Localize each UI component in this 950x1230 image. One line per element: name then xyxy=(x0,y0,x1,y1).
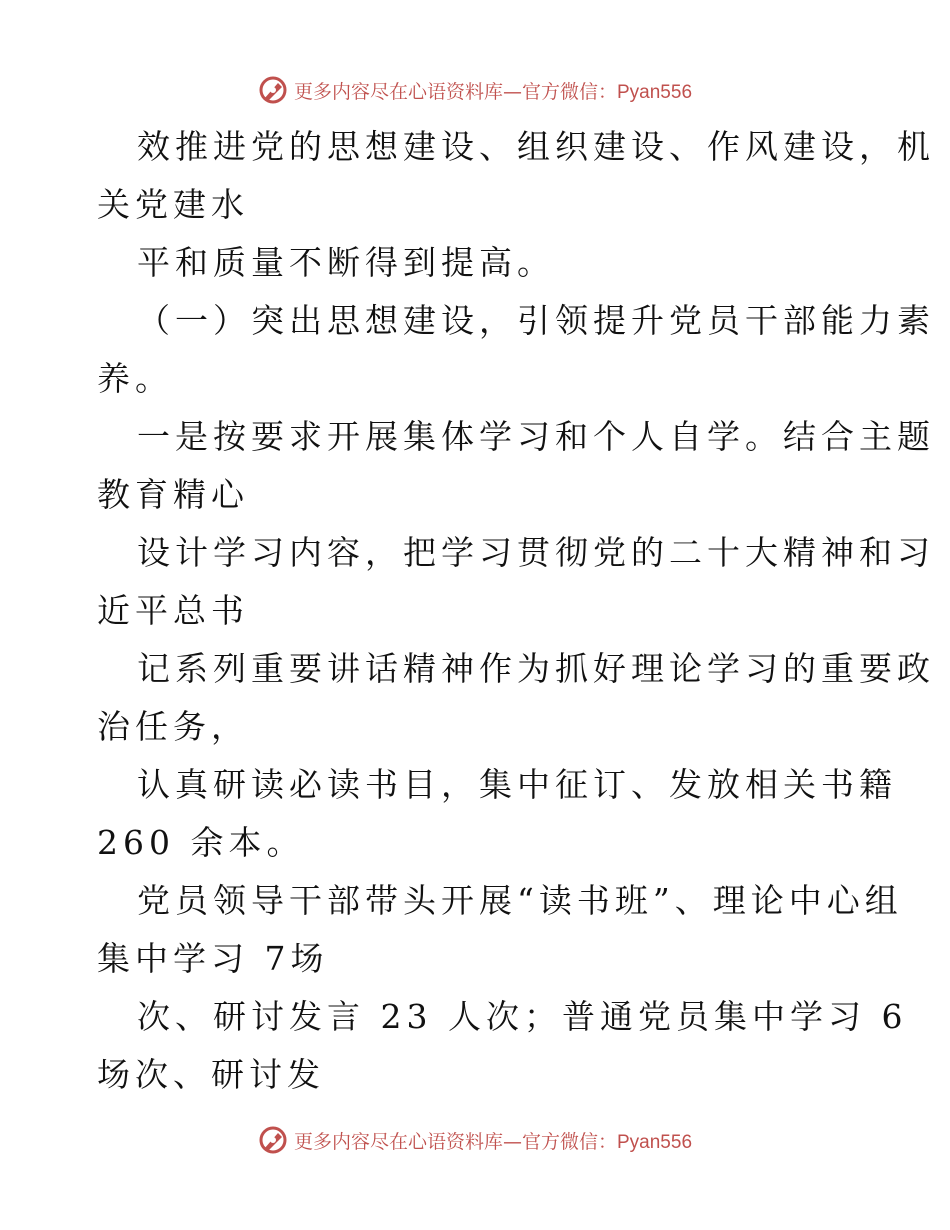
paragraph-line: 一是按要求开展集体学习和个人自学。结合主题 xyxy=(137,417,935,456)
paragraph-line: 效推进党的思想建设、组织建设、作风建设，机 xyxy=(137,127,935,166)
pen-circle-logo-icon xyxy=(258,1125,288,1155)
banner-wechat-id: Pyan556 xyxy=(617,81,693,103)
paragraph-line: 治任务， xyxy=(97,707,249,746)
banner-text xyxy=(294,1127,692,1154)
paragraph-line: 近平总书 xyxy=(97,591,249,630)
banner-title: 更多内容尽在心语资料库 xyxy=(293,1130,503,1153)
banner-separator: — xyxy=(502,80,522,103)
document-body xyxy=(97,118,935,1104)
banner-title: 更多内容尽在心语资料库 xyxy=(293,80,503,103)
footer-banner xyxy=(0,1120,950,1160)
paragraph-line: 党员领导干部带头开展“读书班”、理论中心组 xyxy=(137,881,903,920)
section-heading: （一）突出思想建设，引领提升党员干部能力素 xyxy=(137,301,935,340)
paragraph-line: 260 余本。 xyxy=(97,823,305,862)
paragraph-line: 关党建水 xyxy=(97,185,249,224)
header-banner xyxy=(0,70,950,110)
banner-wechat-label: 官方微信： xyxy=(521,80,617,103)
paragraph-line: 平和质量不断得到提高。 xyxy=(137,243,555,282)
section-heading: 养。 xyxy=(97,359,173,398)
paragraph-line: 认真研读必读书目，集中征订、发放相关书籍 xyxy=(137,765,897,804)
paragraph-line: 教育精心 xyxy=(97,475,249,514)
banner-wechat-id: Pyan556 xyxy=(617,1131,693,1153)
pen-circle-logo-icon xyxy=(258,75,288,105)
paragraph-line: 场次、研讨发 xyxy=(97,1055,325,1094)
banner-wechat-label: 官方微信： xyxy=(521,1130,617,1153)
banner-separator: — xyxy=(502,1130,522,1153)
paragraph-line: 集中学习 7场 xyxy=(97,939,329,978)
paragraph-line: 设计学习内容，把学习贯彻党的二十大精神和习 xyxy=(137,533,935,572)
paragraph-line: 记系列重要讲话精神作为抓好理论学习的重要政 xyxy=(137,649,935,688)
paragraph-line: 次、研讨发言 23 人次；普通党员集中学习 6 xyxy=(137,997,908,1036)
banner-text xyxy=(294,77,692,104)
